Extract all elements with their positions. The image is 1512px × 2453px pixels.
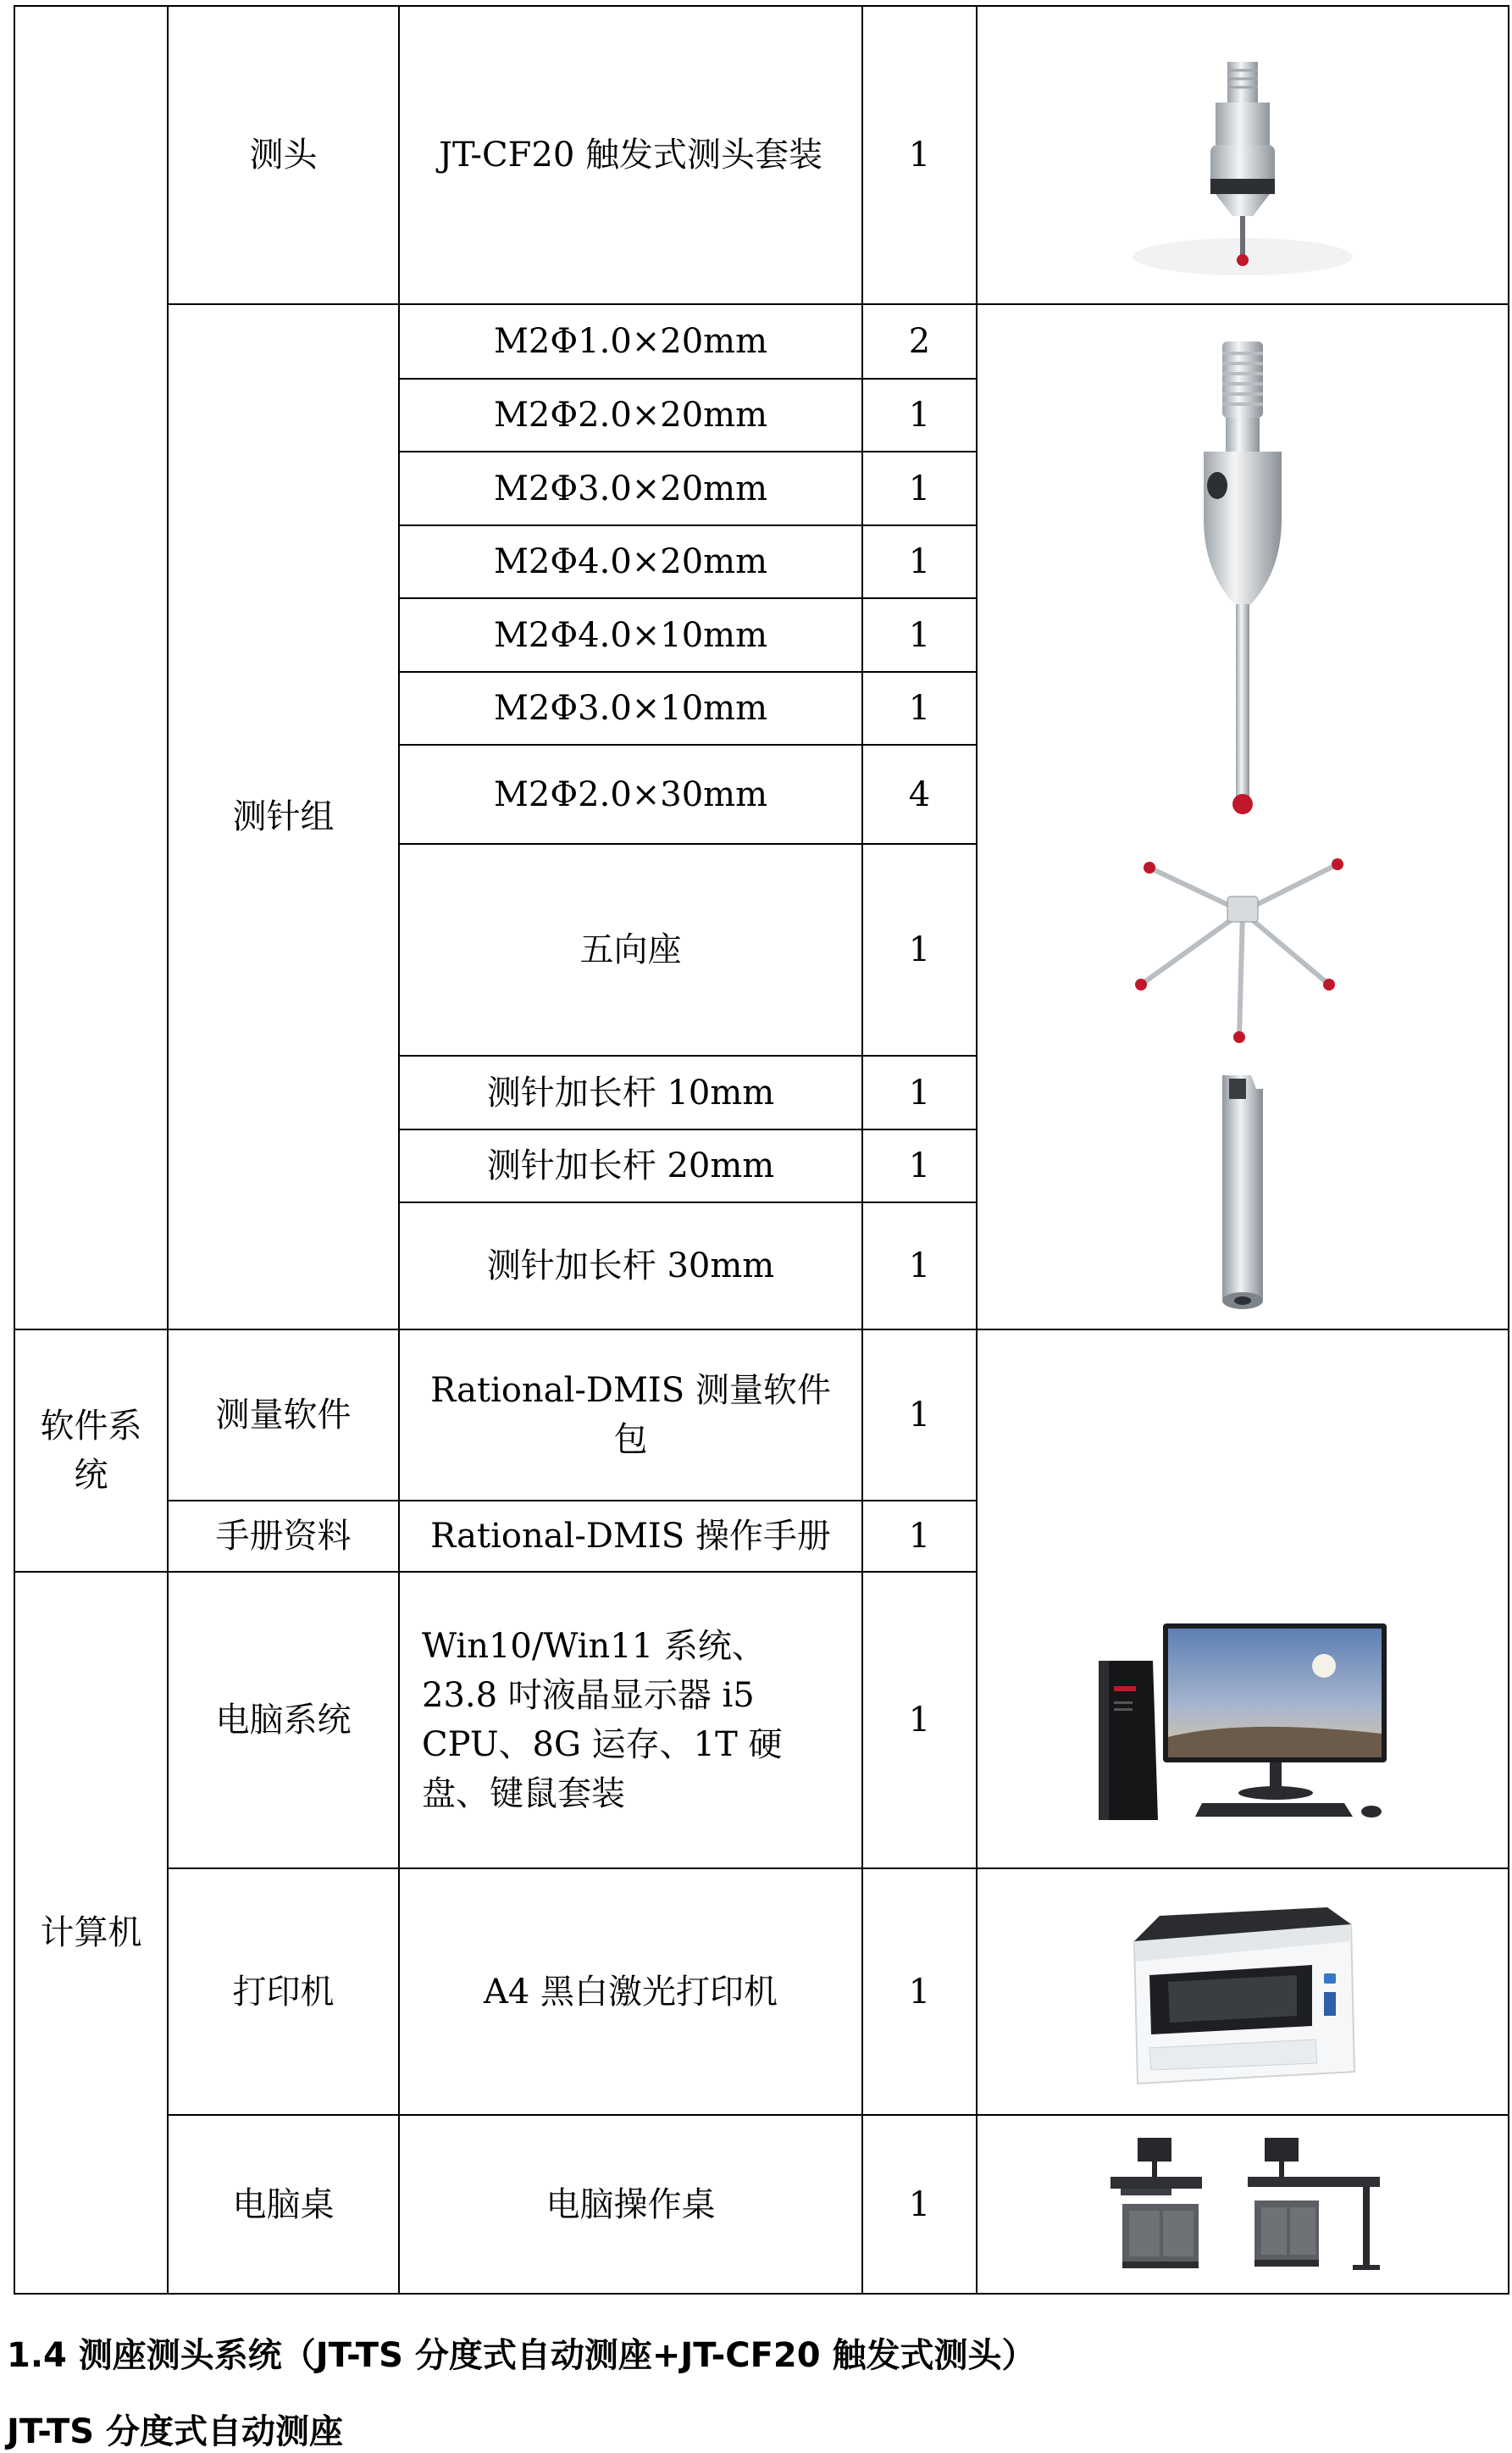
extension-rod-image [978, 1057, 1508, 1329]
software-item-spec: Rational-DMIS 测量软件包 [430, 1371, 831, 1459]
software-item-name: 手册资料 [215, 1517, 352, 1556]
star-stylus-image [978, 845, 1508, 1055]
row-line [14, 2293, 1509, 2295]
extension-qty: 1 [908, 1146, 931, 1185]
probe-qty: 1 [908, 136, 931, 175]
stylus-spec: M2Φ3.0×10mm [493, 689, 768, 728]
extension-spec: 测针加长杆 10mm [486, 1073, 775, 1113]
stylus-qty: 4 [908, 774, 931, 814]
computer-desk-image [978, 2116, 1508, 2293]
software-item-qty: 1 [908, 1396, 931, 1435]
stylus-spec: M2Φ1.0×20mm [493, 322, 768, 361]
extension-spec: 测针加长杆 20mm [486, 1146, 775, 1185]
stylus-qty: 1 [908, 396, 931, 435]
computer-item-name: 电脑系统 [215, 1701, 352, 1740]
stylus-spec: M2Φ2.0×20mm [493, 396, 768, 435]
stylus-qty: 2 [908, 322, 931, 361]
computer-item-name: 打印机 [232, 1972, 335, 2012]
stylus-qty: 1 [908, 689, 931, 728]
software-item-qty: 1 [908, 1517, 931, 1556]
stylus-spec: M2Φ4.0×20mm [493, 542, 768, 581]
stylus-spec: M2Φ4.0×10mm [493, 615, 768, 655]
desktop-computer-image [978, 1573, 1508, 1867]
software-item-spec: Rational-DMIS 操作手册 [430, 1517, 831, 1556]
col-line [1508, 5, 1509, 2295]
laser-printer-image [978, 1869, 1508, 2114]
touch-trigger-probe-image [978, 7, 1508, 303]
stylus-qty: 1 [908, 615, 931, 655]
star-spec: 五向座 [579, 930, 682, 969]
probe-name: 测头 [249, 136, 318, 175]
star-qty: 1 [908, 930, 931, 969]
stylus-spec: M2Φ3.0×20mm [493, 469, 768, 508]
computer-item-name: 电脑桌 [232, 2184, 335, 2224]
software-category: 软件系统 [40, 1407, 142, 1495]
stylus-spec: M2Φ2.0×30mm [493, 774, 768, 814]
software-item-name: 测量软件 [215, 1396, 352, 1435]
computer-category: 计算机 [40, 1913, 142, 1952]
computer-item-qty: 1 [908, 2184, 931, 2224]
section-subheading: JT-TS 分度式自动测座 [7, 2412, 344, 2451]
stylus-image [978, 305, 1508, 843]
extension-qty: 1 [908, 1073, 931, 1113]
computer-item-qty: 1 [908, 1972, 931, 2012]
probe-spec: JT-CF20 触发式测头套装 [438, 136, 823, 175]
extension-spec: 测针加长杆 30mm [486, 1246, 775, 1285]
section-heading: 1.4 测座测头系统（JT-TS 分度式自动测座+JT-CF20 触发式测头） [7, 2336, 1036, 2375]
computer-item-qty: 1 [908, 1701, 931, 1740]
computer-item-spec: A4 黑白激光打印机 [483, 1972, 778, 2012]
extension-qty: 1 [908, 1246, 931, 1285]
stylus-qty: 1 [908, 542, 931, 581]
computer-item-spec: 电脑操作桌 [546, 2184, 716, 2224]
computer-item-spec: Win10/Win11 系统、23.8 吋液晶显示器 i5 CPU、8G 运存、1T 硬盘、键鼠套装 [422, 1627, 783, 1813]
stylus-qty: 1 [908, 469, 931, 508]
stylus-group-name: 测针组 [232, 797, 335, 836]
